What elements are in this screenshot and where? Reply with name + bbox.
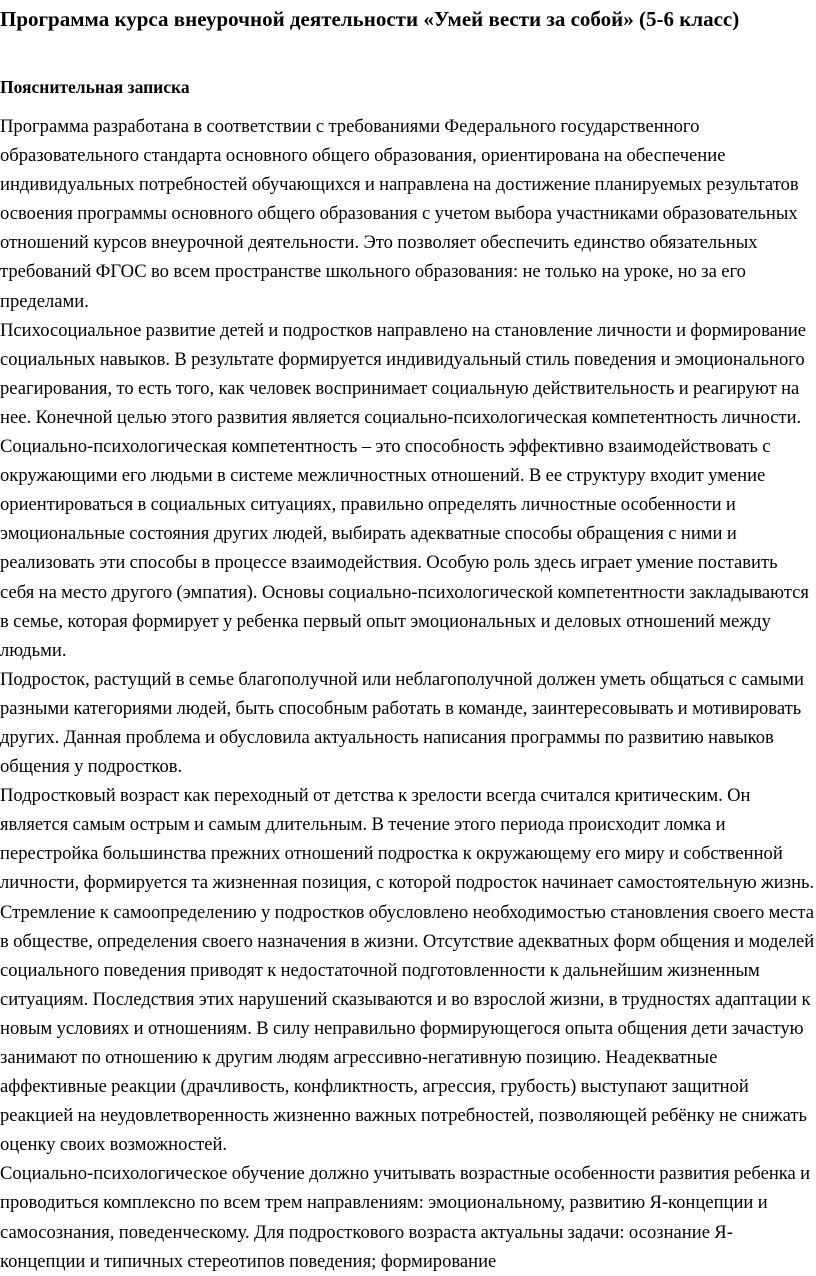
paragraph: Психосоциальное развитие детей и подростков направлено на становление личности и формирование социальных навыков. В результате формируется индивидуальный стиль поведения и эмоционального реагирования, то есть того, как человек воспринимает социальную действительность и реагируют на нее. Конечной целью этого развития является социально-психологическая компетентность личности. xyxy=(0,319,807,428)
document-title: Программа курса внеурочной деятельности «Умей вести за собой» (5-6 класс) xyxy=(0,7,740,31)
paragraph: Социально-психологическая компетентность – это способность эффективно взаимодействовать с окружающими его людьми в системе межличностных отношений. В ее структуру входит умение ориентироваться в социальных ситуациях, правильно определять личностные особенности и эмоциональные состояния других людей, выбирать адекватные способы обращения с ними и реализовать эти способы в процессе взаимодействия. Особую роль здесь играет умение поставить себя на место другого (эмпатия). Основы социально-психологической компетентности закладываются в семье, которая формирует у ребенка первый опыт эмоциональных и деловых отношений между людьми. xyxy=(0,436,809,661)
paragraph: Подросток, растущий в семье благополучной или неблагополучной должен уметь общаться с самыми разными категориями людей, быть способным работать в команде, заинтересовывать и мотивировать других. Данная проблема и обусловила актуальность написания программы по развитию навыков общения у подростков. xyxy=(0,668,804,778)
section-heading: Пояснительная записка xyxy=(0,77,190,97)
document-body xyxy=(0,112,816,1276)
paragraph: Подростковый возраст как переходный от детства к зрелости всегда считался критическим. Он является самым острым и самым длительным. В течение этого периода происходит ломка и перестройка большинства прежних отношений подростка к окружающему его миру и собственной личности, формируется та жизненная позиция, с которой подросток начинает самостоятельную жизнь. Стремление к самоопределению у подростков обусловлено необходимостью становления своего места в обществе, определения своего назначения в жизни. Отсутствие адекватных форм общения и моделей социального поведения приводят к недостаточной подготовленности к дальнейшим жизненным ситуациям. Последствия этих нарушений сказываются и во взрослой жизни, в трудностях адаптации к новым условиях и отношениям. В силу неправильно формирующегося опыта общения дети зачастую занимают по отношению к другим людям агрессивно-негативную позицию. Неадекватные аффективные реакции (драчливость, конфликтность, агрессия, грубость) выступают защитной реакцией на неудовлетворенность жизненно важных потребностей, позволяющей ребёнку не снижать оценку своих возможностей. xyxy=(0,785,815,1156)
paragraph: Социально-психологическое обучение должно учитывать возрастные особенности развития ребенка и проводиться комплексно по всем трем направлениям: эмоциональному, развитию Я-концепции и самосознания, поведенческому. Для подросткового возраста актуальны задачи: осознание Я-концепции и типичных стереотипов поведения; формирование xyxy=(0,1163,811,1272)
paragraph: Программа разработана в соответствии с требованиями Федерального государственного образовательного стандарта основного общего образования, ориентирована на обеспечение индивидуальных потребностей обучающихся и направлена на достижение планируемых результатов освоения программы основного общего образования с учетом выбора участниками образовательных отношений курсов внеурочной деятельности. Это позволяет обеспечить единство обязательных требований ФГОС во всем пространстве школьного образования: не только на уроке, но за его пределами. xyxy=(0,116,799,312)
